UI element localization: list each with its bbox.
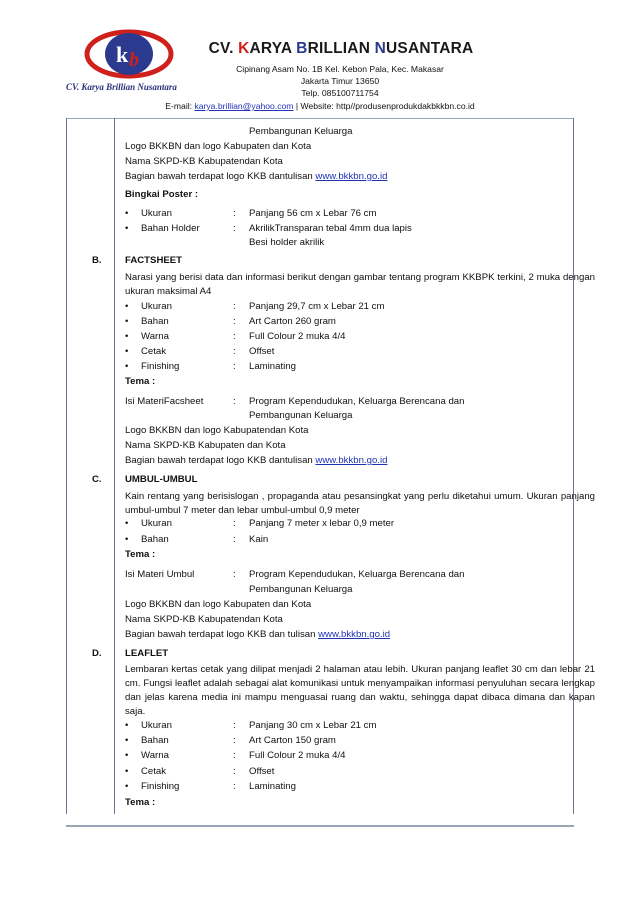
spec-value: Panjang 56 cm x Lebar 76 cm [249, 208, 377, 219]
spec-label: Cetak [141, 346, 167, 357]
spec-label: Cetak [141, 766, 167, 777]
company-name-part: RILLIAN [307, 40, 375, 57]
spec-label: Finishing [141, 781, 180, 792]
section-description: Lembaran kertas cetak yang dilipat menjadi 2 halaman atau lebih. Ukuran panjang leaflet 30 cm dan lebar 21 cm. Fungsi leaflet adalah sebagai alat komunikasi untuk menyampaikan informasi penyuluhan secara lengkap dan jelas karena media ini mampu menguasai ruang dan waktu, sehingga dapat dibaca dimana dan kapan saja. [125, 664, 595, 717]
table-border-inner [114, 118, 115, 814]
isi-value-cont: Pembangunan Keluarga [249, 584, 353, 595]
spec-label: Bahan [141, 735, 169, 746]
header-rule [66, 118, 574, 119]
colon: : [233, 781, 236, 792]
spec-value: Full Colour 2 muka 4/4 [249, 331, 346, 342]
bottom-line-text: Bagian bawah terdapat logo KKB dantulisan [125, 455, 316, 466]
company-name-part: ARYA [249, 40, 297, 57]
spec-value: AkrilikTransparan tebal 4mm dua lapis [249, 223, 412, 234]
bottom-line-text: Bagian bawah terdapat logo KKB dan tulisan [125, 629, 319, 640]
colon: : [233, 534, 236, 545]
bottom-line-text: Bagian bawah terdapat logo KKB dantulisan [125, 171, 316, 182]
section-description: Kain rentang yang berisislogan , propaganda atau pesansingkat yang perlu diketahui umum. Ukuran panjang umbul-umbul 7 meter dan lebar umbul-umbul 0,9 meter [125, 491, 595, 516]
spec-value: Offset [249, 766, 275, 777]
skpd-line: Nama SKPD-KB Kabupatendan Kota [125, 156, 283, 167]
svg-text:b: b [129, 49, 139, 71]
bullet: • [125, 534, 129, 545]
colon: : [233, 301, 236, 312]
section-letter-b: B. [92, 255, 102, 266]
skpd-line: Nama SKPD-KB Kabupatendan Kota [125, 614, 283, 625]
bullet: • [125, 301, 129, 312]
isi-value-cont: Pembangunan Keluarga [249, 410, 353, 421]
bullet: • [125, 720, 129, 731]
bullet: • [125, 223, 129, 234]
colon: : [233, 750, 236, 761]
spec-label: Warna [141, 331, 169, 342]
colon: : [233, 569, 236, 580]
colon: : [233, 766, 236, 777]
bullet: • [125, 208, 129, 219]
spec-value: Laminating [249, 361, 296, 372]
section-letter-c: C. [92, 474, 102, 485]
company-name-part: CV. [208, 40, 239, 57]
spec-value: Kain [249, 534, 269, 545]
isi-value: Program Kependudukan, Keluarga Berencana dan [249, 396, 465, 407]
spec-label: Bahan [141, 534, 169, 545]
colon: : [233, 316, 236, 327]
skpd-line: Nama SKPD-KB Kabupaten dan Kota [125, 440, 286, 451]
colon: : [233, 346, 236, 357]
website-text: | Website: http//produsenprodukdakbkkbn.co.id [293, 101, 475, 111]
section-title-factsheet: FACTSHEET [125, 255, 183, 266]
colon: : [233, 223, 236, 234]
spec-label: Bahan [141, 316, 169, 327]
company-name-initial: B [296, 40, 308, 57]
footer-rule [66, 825, 574, 827]
spec-value: Panjang 29,7 cm x Lebar 21 cm [249, 301, 385, 312]
spec-label: Ukuran [141, 301, 172, 312]
bkkbn-link[interactable]: www.bkkbn.go.id [318, 629, 391, 640]
contact-line [100, 101, 540, 111]
spec-label: Warna [141, 750, 169, 761]
isi-label: Isi MateriFacsheet [125, 396, 204, 407]
isi-label: Isi Materi Umbul [125, 569, 195, 580]
phone-line: Telp. 085100711754 [301, 88, 379, 98]
spec-label: Ukuran [141, 208, 172, 219]
section-title-leaflet: LEAFLET [125, 648, 169, 659]
colon: : [233, 735, 236, 746]
spec-value: Panjang 30 cm x Lebar 21 cm [249, 720, 377, 731]
poster-frame-title: Bingkai Poster : [125, 189, 199, 200]
bullet: • [125, 316, 129, 327]
bullet: • [125, 331, 129, 342]
colon: : [233, 396, 236, 407]
spec-label: Finishing [141, 361, 180, 372]
section-letter-d: D. [92, 648, 102, 659]
letterhead [0, 0, 638, 120]
logo-line: Logo BKKBN dan logo Kabupaten dan Kota [125, 599, 312, 610]
continued-text: Pembangunan Keluarga [249, 126, 353, 137]
colon: : [233, 361, 236, 372]
bullet: • [125, 735, 129, 746]
spec-value: Art Carton 260 gram [249, 316, 336, 327]
logo-caption: CV. Karya Brillian Nusantara [66, 82, 177, 92]
colon: : [233, 331, 236, 342]
company-name [206, 40, 476, 58]
bottom-line [125, 171, 387, 182]
bullet: • [125, 766, 129, 777]
spec-label: Bahan Holder [141, 223, 200, 234]
spec-value: Full Colour 2 muka 4/4 [249, 750, 346, 761]
email-link[interactable]: karya.brillian@yahoo.com [194, 101, 294, 111]
section-description: Narasi yang berisi data dan informasi berikut dengan gambar tentang program KKBPK terkini, 2 muka dengan ukuran maksimal A4 [125, 272, 595, 297]
tema-label: Tema : [125, 376, 156, 387]
bullet: • [125, 781, 129, 792]
spec-label: Ukuran [141, 518, 172, 529]
company-name-initial: N [374, 40, 387, 57]
colon: : [233, 518, 236, 529]
bottom-line [125, 455, 387, 466]
bullet: • [125, 518, 129, 529]
spec-value: Laminating [249, 781, 296, 792]
bullet: • [125, 750, 129, 761]
address-line: Cipinang Asam No. 1B Kel. Kebon Pala, Kec. Makasar [236, 64, 444, 74]
section-title-umbul: UMBUL-UMBUL [125, 474, 198, 485]
logo-line: Logo BKKBN dan logo Kabupatendan Kota [125, 425, 309, 436]
tema-label: Tema : [125, 797, 156, 808]
svg-text:k: k [116, 42, 129, 67]
bkkbn-link[interactable]: www.bkkbn.go.id [315, 171, 388, 182]
logo-line: Logo BKKBN dan logo Kabupaten dan Kota [125, 141, 312, 152]
spec-value: Offset [249, 346, 275, 357]
bullet: • [125, 346, 129, 357]
isi-value: Program Kependudukan, Keluarga Berencana dan [249, 569, 465, 580]
colon: : [233, 720, 236, 731]
spec-value-extra: Besi holder akrilik [249, 237, 325, 248]
spec-value: Art Carton 150 gram [249, 735, 336, 746]
colon: : [233, 208, 236, 219]
tema-label: Tema : [125, 549, 156, 560]
city-line: Jakarta Timur 13650 [300, 76, 380, 86]
table-border-left [66, 118, 67, 814]
company-name-initial: K [238, 40, 250, 57]
email-prefix: E-mail: [165, 101, 195, 111]
bottom-line [125, 629, 390, 640]
spec-value: Panjang 7 meter x lebar 0,9 meter [249, 518, 395, 529]
bullet: • [125, 361, 129, 372]
company-name-part: USANTARA [386, 40, 474, 57]
spec-label: Ukuran [141, 720, 172, 731]
bkkbn-link[interactable]: www.bkkbn.go.id [315, 455, 388, 466]
